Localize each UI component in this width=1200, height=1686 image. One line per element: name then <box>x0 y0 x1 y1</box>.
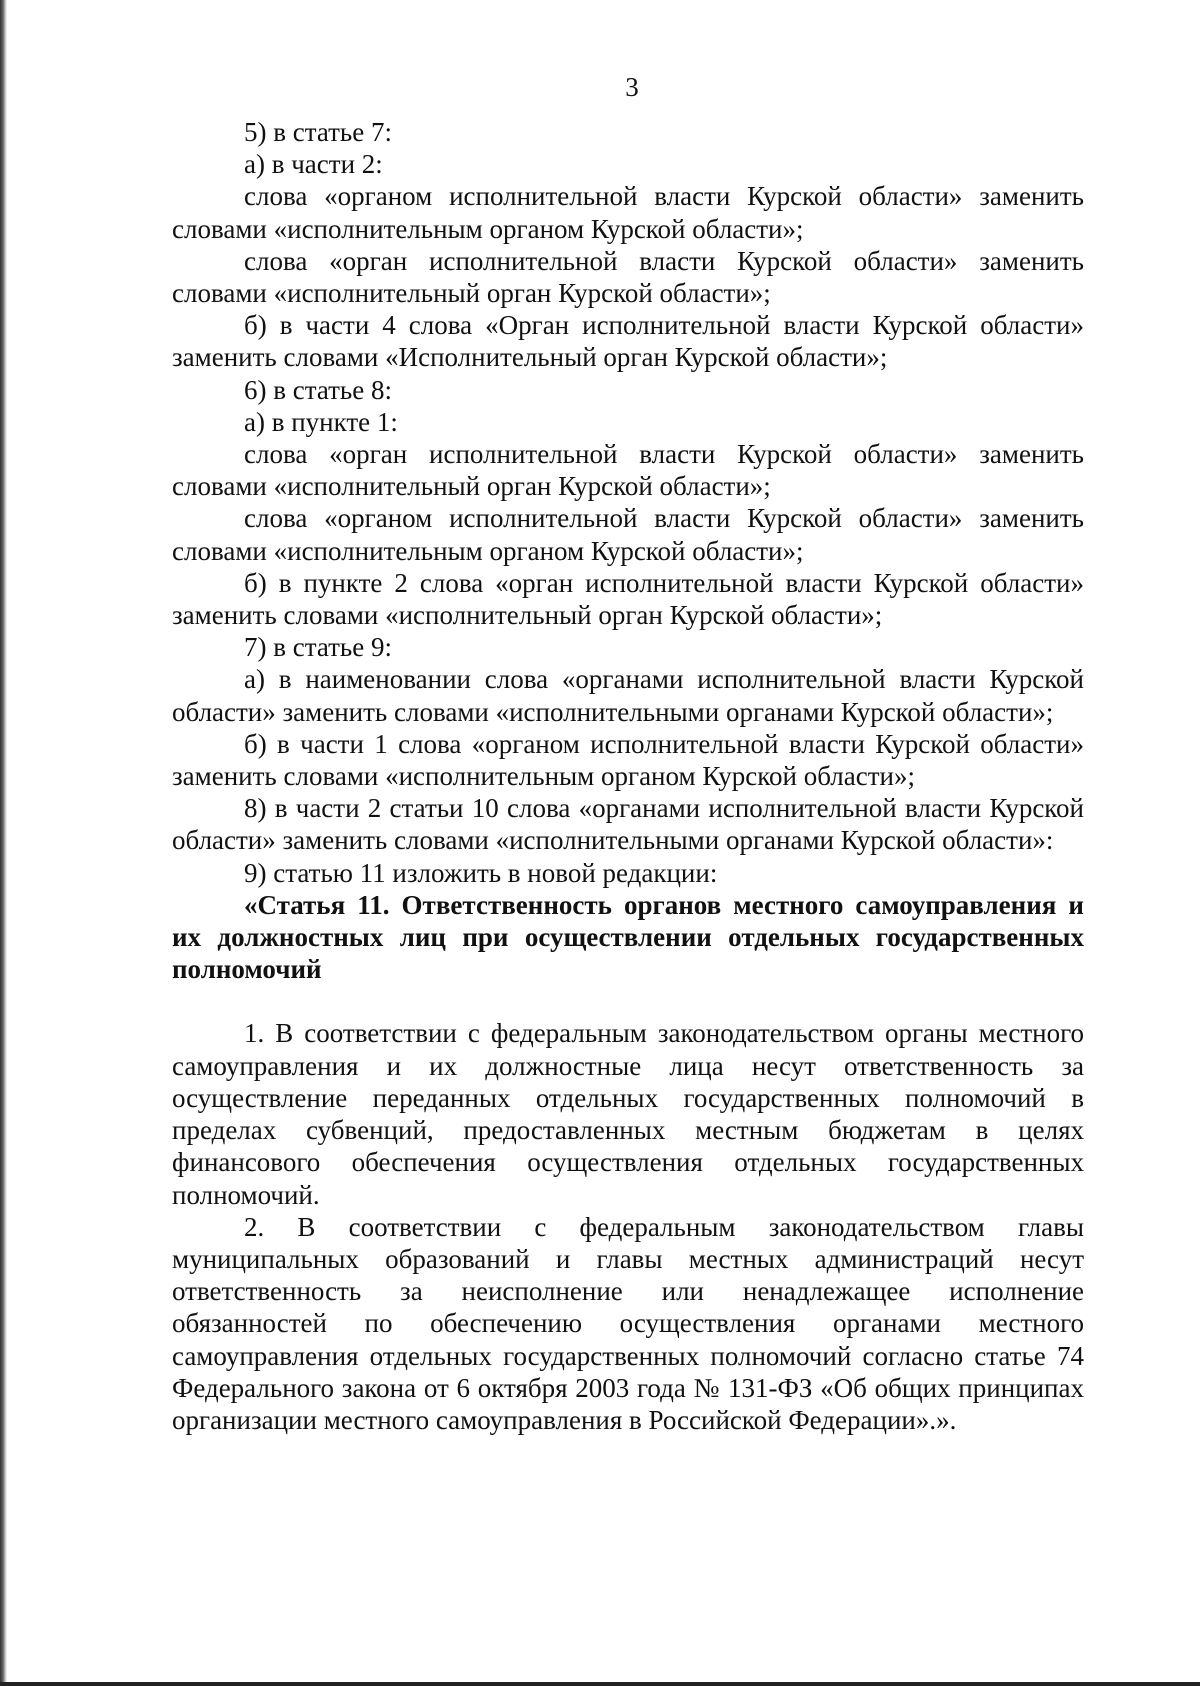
amendment-paragraph: а) в пункте 1: <box>244 406 398 437</box>
amendment-paragraph: 9) статью 11 изложить в новой редакции: <box>244 857 718 888</box>
article-paragraph: 2. В соответствии с федеральным законодательством главы муниципальных образований и главы местных администраций несут ответственность за неисполнение или ненадлежащее исполнение обязанностей по обеспечению осуществления органами местного самоуправления отдельных государственных полномочий согласно статье 74 Федерального закона от 6 октября 2003 года № 131-ФЗ «Об общих принципах организации местного самоуправления в Российской Федерации».». <box>172 1211 1084 1435</box>
spacer <box>172 985 1084 1017</box>
article-paragraph: 1. В соответствии с федеральным законодательством органы местного самоуправления и их должностные лица несут ответственность за осуществление переданных отдельных государственных полномочий в пределах субвенций, предоставленных местным бюджетам в целях финансового обеспечения осуществления отдельных государственных полномочий. <box>172 1018 1084 1210</box>
article-heading: «Статья 11. Ответственность органов местного самоуправления и их должностных лиц при осуществлении отдельных государственных полномочий <box>172 889 1084 985</box>
amendment-paragraph: 8) в части 2 статьи 10 слова «органами исполнительной власти Курской области» заменить словами «исполнительными органами Курской области»: <box>172 793 1084 856</box>
amendment-paragraph: слова «орган исполнительной власти Курской области» заменить словами «исполнительный орган Курской области»; <box>172 245 1084 309</box>
amendment-paragraph: слова «органом исполнительной власти Курской области» заменить словами «исполнительным органом Курской области»; <box>172 181 1084 244</box>
document-body <box>172 116 1084 1436</box>
amendment-paragraph: слова «орган исполнительной власти Курской области» заменить словами «исполнительный орган Курской области»; <box>172 439 1084 502</box>
amendment-paragraph: б) в части 1 слова «органом исполнительной власти Курской области» заменить словами «исполнительным органом Курской области»; <box>172 728 1084 792</box>
amendment-paragraph: а) в наименовании слова «органами исполнительной власти Курской области» заменить словами «исполнительными органами Курской области»; <box>172 664 1084 727</box>
amendment-paragraph: б) в пункте 2 слова «орган исполнительной власти Курской области» заменить словами «исполнительный орган Курской области»; <box>172 567 1084 631</box>
amendment-paragraph: б) в части 4 слова «Орган исполнительной власти Курской области» заменить словами «Исполнительный орган Курской области»; <box>172 310 1084 373</box>
amendment-paragraph: 7) в статье 9: <box>244 632 392 663</box>
amendment-paragraph: слова «органом исполнительной власти Курской области» заменить словами «исполнительным органом Курской области»; <box>172 503 1084 566</box>
amendment-paragraph: 5) в статье 7: <box>244 117 392 147</box>
page-number: 3 <box>625 72 639 102</box>
scan-bottom-edge <box>0 1682 1200 1686</box>
amendment-paragraph: а) в части 2: <box>244 149 383 180</box>
amendment-paragraph: 6) в статье 8: <box>244 374 392 405</box>
scan-left-edge <box>0 0 7 1686</box>
